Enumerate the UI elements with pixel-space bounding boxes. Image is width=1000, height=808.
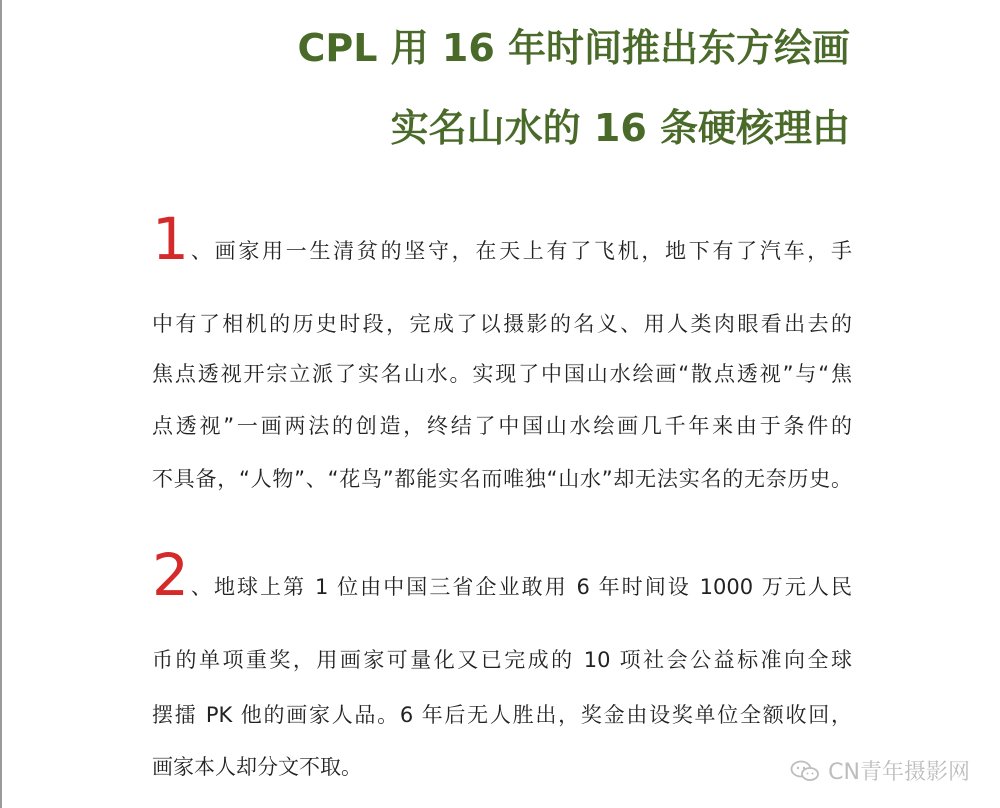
wechat-icon <box>790 760 820 782</box>
article-title-line-2: 实名山水的 16 条硬核理由 <box>390 106 850 150</box>
watermark <box>790 755 970 786</box>
reason-2-line-2: 币的单项重奖，用画家可量化又已完成的 10 项社会公益标准向全球 <box>152 648 852 672</box>
reason-1-line-1: 、画家用一生清贫的坚守，在天上有了飞机，地下有了汽车，手 <box>190 239 852 263</box>
reason-1-line-2: 中有了相机的历史时段，完成了以摄影的名义、用人类肉眼看出去的 <box>152 312 852 336</box>
watermark-text: CN青年摄影网 <box>828 760 970 785</box>
reason-1-line-3: 焦点透视开宗立派了实名山水。实现了中国山水绘画“散点透视”与“焦 <box>152 362 852 386</box>
reason-1-line-5: 不具备，“人物”、“花鸟”都能实名而唯独“山水”却无法实名的无奈历史。 <box>152 467 852 491</box>
reason-1-line-4: 点透视”一画两法的创造，终结了中国山水绘画几千年来由于条件的 <box>152 414 852 438</box>
left-border <box>0 0 2 808</box>
reason-2-number: 2 <box>152 541 189 609</box>
article-title-line-1: CPL 用 16 年时间推出东方绘画 <box>297 26 850 70</box>
reason-2-line-4: 画家本人却分文不取。 <box>152 755 362 779</box>
reason-1-number: 1 <box>152 205 189 273</box>
reason-2-line-1: 、地球上第 1 位由中国三省企业敢用 6 年时间设 1000 万元人民 <box>190 575 852 599</box>
reason-2-line-3: 摆擂 PK 他的画家人品。6 年后无人胜出，奖金由设奖单位全额收回， <box>152 703 852 727</box>
